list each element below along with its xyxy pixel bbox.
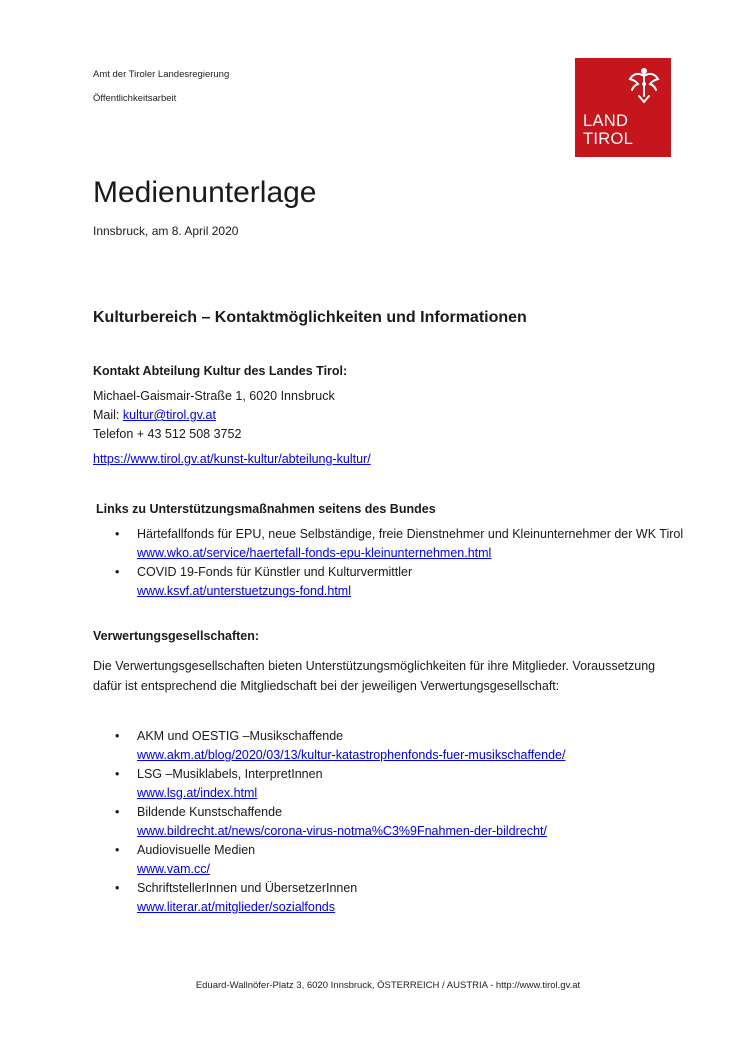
eagle-icon <box>627 66 661 106</box>
societies-list <box>93 727 565 917</box>
bullet-icon: • <box>115 527 120 541</box>
list-item-link[interactable]: www.akm.at/blog/2020/03/13/kultur-katastrophenfonds-fuer-musikschaffende/ <box>137 748 566 762</box>
list-item-link[interactable]: www.vam.cc/ <box>137 862 210 876</box>
contact-url-line <box>93 450 371 469</box>
page-title: Medienunterlage <box>93 176 317 209</box>
contact-heading: Kontakt Abteilung Kultur des Landes Tirol: <box>93 364 348 378</box>
list-item: • Audiovisuelle Medien www.vam.cc/ <box>115 843 256 876</box>
list-item-link[interactable]: www.lsg.at/index.html <box>137 786 258 800</box>
societies-heading: Verwertungsgesellschaften: <box>93 629 260 643</box>
mail-link[interactable]: kultur@tirol.gv.at <box>122 408 216 422</box>
federal-list <box>93 525 683 601</box>
federal-heading: Links zu Unterstützungsmaßnahmen seitens des Bundes <box>96 502 436 516</box>
page-footer: Eduard-Wallnöfer-Platz 3, 6020 Innsbruck, ÖSTERREICH / AUSTRIA - http://www.tirol.gv.at <box>195 980 581 991</box>
logo-wordmark: LAND TIROL <box>583 112 634 148</box>
list-item-link[interactable]: www.literar.at/mitglieder/sozialfonds <box>137 900 335 914</box>
list-item: • AKM und OESTIG –Musikschaffende www.akm.at/blog/2020/03/13/kultur-katastrophenfonds-fuer-musikschaffende/ <box>115 729 566 762</box>
list-item: • Härtefallfonds für EPU, neue Selbständige, freie Dienstnehmer und Kleinunternehmer der WK Tirol www.wko.at/service/haertefall-fonds-epu-kleinunternehmen.html <box>115 527 684 560</box>
contact-address: Michael-Gaismair-Straße 1, 6020 Innsbruck <box>93 389 335 403</box>
bullet-icon: • <box>115 565 120 579</box>
contact-url-link[interactable]: https://www.tirol.gv.at/kunst-kultur/abteilung-kultur/ <box>93 452 371 466</box>
list-item: • SchriftstellerInnen und ÜbersetzerInnen www.literar.at/mitglieder/sozialfonds <box>115 881 358 914</box>
main-heading: Kulturbereich – Kontaktmöglichkeiten und Informationen <box>93 309 527 326</box>
dateline: Innsbruck, am 8. April 2020 <box>93 224 239 238</box>
land-tirol-logo <box>575 58 671 157</box>
contact-phone: Telefon + 43 512 508 3752 <box>93 427 242 441</box>
bullet-icon: • <box>115 881 120 895</box>
list-item-link[interactable]: www.ksvf.at/unterstuetzungs-fond.html <box>137 584 351 598</box>
list-item: • Bildende Kunstschaffende www.bildrecht.at/news/corona-virus-notma%C3%9Fnahmen-der-bildrecht/ <box>115 805 547 838</box>
societies-intro-line2: dafür ist entsprechend die Mitgliedschaft bei der jeweiligen Verwertungsgesellschaft: <box>93 679 560 693</box>
org-name: Amt der Tiroler Landesregierung <box>93 69 230 80</box>
list-item: • LSG –Musiklabels, InterpretInnen www.lsg.at/index.html <box>115 767 323 800</box>
org-department: Öffentlichkeitsarbeit <box>93 93 177 104</box>
list-item-link[interactable]: www.bildrecht.at/news/corona-virus-notma%C3%9Fnahmen-der-bildrecht/ <box>137 824 547 838</box>
contact-mail-line <box>93 406 216 425</box>
bullet-icon: • <box>115 729 120 743</box>
list-item-link[interactable]: www.wko.at/service/haertefall-fonds-epu-kleinunternehmen.html <box>137 546 492 560</box>
list-item: • COVID 19-Fonds für Künstler und Kulturvermittler www.ksvf.at/unterstuetzungs-fond.html <box>115 565 413 598</box>
bullet-icon: • <box>115 843 120 857</box>
societies-intro-line1: Die Verwertungsgesellschaften bieten Unterstützungsmöglichkeiten für ihre Mitglieder. Voraussetzung <box>93 659 656 673</box>
bullet-icon: • <box>115 767 120 781</box>
mail-label: Mail: <box>93 408 123 422</box>
bullet-icon: • <box>115 805 120 819</box>
